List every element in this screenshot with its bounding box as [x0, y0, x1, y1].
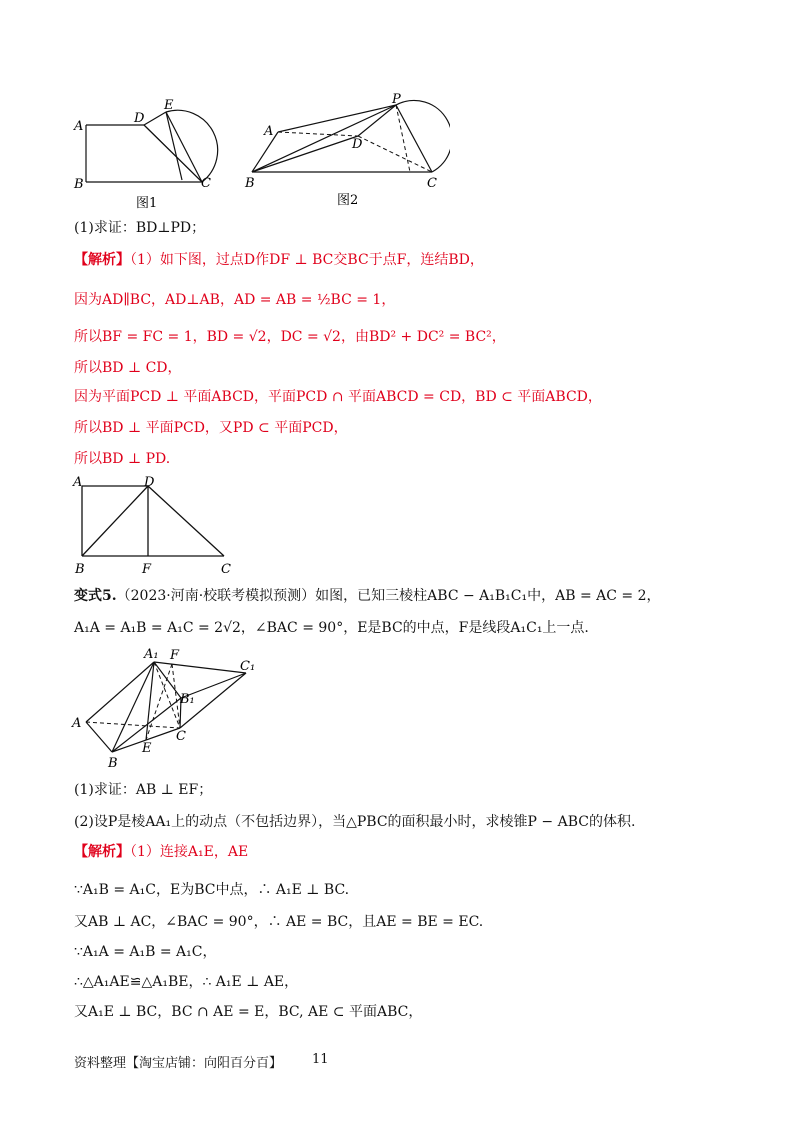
figure-1 — [70, 95, 230, 210]
fig3-label-f: F — [142, 562, 152, 577]
fig3-label-d: D — [144, 475, 155, 490]
solution-line-4: 所以BD ⊥ CD， — [74, 360, 182, 376]
solution-line-6: 所以BD ⊥ 平面PCD，又PD ⊂ 平面PCD， — [74, 420, 348, 436]
footer-text: 资料整理【淘宝店铺：向阳百分百】 — [74, 1056, 283, 1071]
question-1: (1)求证：BD⊥PD； — [74, 220, 206, 236]
fig3-label-c: C — [221, 562, 231, 577]
fig3-label-b: B — [75, 562, 85, 577]
fig2-label-b: B — [245, 176, 255, 191]
variant-text-1: 如图，已知三棱柱ABC − A₁B₁C₁中，AB = AC = 2， — [315, 588, 661, 604]
fig1-caption: 图1 — [136, 196, 158, 210]
solution2-line-4: ∵A₁A = A₁B = A₁C， — [74, 944, 217, 960]
solution2-line-5: ∴△A₁AE≌△A₁BE，∴ A₁E ⊥ AE， — [74, 974, 299, 990]
fig1-label-e: E — [164, 98, 174, 113]
solution2-line-3: 又AB ⊥ AC，∠BAC = 90°，∴ AE = BC，且AE = BE = EC. — [74, 914, 484, 930]
solution2-line-6: 又A₁E ⊥ BC，BC ∩ AE = E，BC, AE ⊂ 平面ABC， — [74, 1004, 423, 1020]
solution2-tag: 【解析】 — [74, 844, 130, 860]
solution2-text-1: （1）连接A₁E，AE — [130, 844, 249, 860]
variant-line-2: A₁A = A₁B = A₁C = 2√2，∠BAC = 90°，E是BC的中点，F是线段A₁C₁上一点. — [74, 620, 589, 636]
variant-line-1 — [74, 586, 661, 606]
question-2-1: (1)求证：AB ⊥ EF； — [74, 782, 213, 798]
fig1-label-a: A — [74, 119, 84, 134]
figure-4 — [68, 640, 268, 770]
fig1-label-b: B — [74, 177, 84, 192]
fig2-label-p: P — [392, 92, 401, 107]
fig4-label-c: C — [176, 729, 186, 744]
fig4-label-e: E — [142, 741, 152, 756]
solution-tag: 【解析】 — [74, 252, 130, 268]
fig4-label-c1: C₁ — [240, 659, 256, 674]
fig4-label-b1: B₁ — [180, 692, 195, 707]
fig4-label-a1: A₁ — [144, 647, 159, 662]
fig4-label-b: B — [108, 756, 118, 770]
variant-tag: 变式5. — [74, 588, 117, 604]
fig4-label-f: F — [170, 648, 180, 663]
variant-source: （2023·河南·校联考模拟预测） — [116, 588, 316, 604]
page-number: 11 — [312, 1052, 329, 1067]
solution-line-2: 因为AD∥BC，AD⊥AB，AD = AB = ½BC = 1， — [74, 292, 396, 308]
solution-line-1 — [74, 250, 484, 270]
solution-line-7: 所以BD ⊥ PD. — [74, 451, 171, 467]
fig2-label-c: C — [427, 176, 437, 191]
solution-line-5: 因为平面PCD ⊥ 平面ABCD，平面PCD ∩ 平面ABCD = CD，BD ⊂ 平面ABCD， — [74, 389, 602, 405]
fig3-label-a: A — [73, 475, 83, 490]
fig2-label-d: D — [352, 137, 363, 152]
solution-text-1: （1）如下图，过点D作DF ⊥ BC交BC于点F，连结BD， — [130, 252, 484, 268]
figure-3 — [68, 472, 248, 580]
figure-2 — [240, 92, 450, 210]
fig2-label-a: A — [264, 124, 274, 139]
solution-line-3: 所以BF = FC = 1，BD = √2，DC = √2，由BD² + DC² = BC²， — [74, 329, 506, 345]
solution2-line-1 — [74, 842, 248, 862]
question-2-2: (2)设P是棱AA₁上的动点（不包括边界），当△PBC的面积最小时，求棱锥P − ABC的体积. — [74, 814, 636, 830]
fig4-label-a: A — [72, 716, 82, 731]
fig1-label-c: C — [201, 176, 211, 191]
fig2-caption: 图2 — [337, 193, 359, 208]
fig1-label-d: D — [134, 111, 145, 126]
solution2-line-2: ∵A₁B = A₁C，E为BC中点，∴ A₁E ⊥ BC. — [74, 882, 350, 898]
